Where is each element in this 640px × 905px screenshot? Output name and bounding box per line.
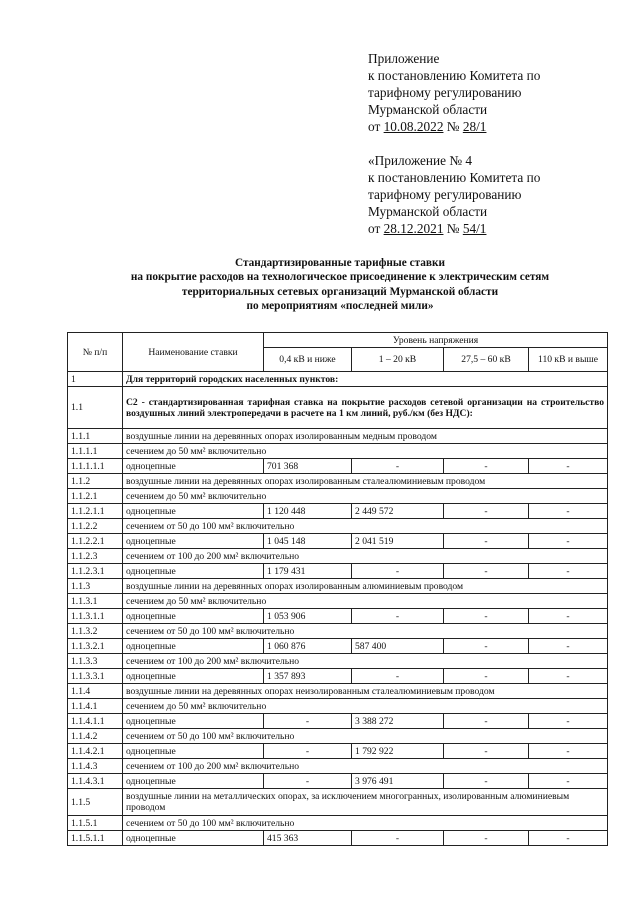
- header-line: «Приложение № 4: [368, 153, 472, 168]
- table-row: [68, 519, 608, 534]
- row-number: 1.1.4.2: [68, 729, 123, 744]
- resolution-date: 28.12.2021: [383, 221, 444, 236]
- document-title: [60, 256, 620, 313]
- header-num: № п/п: [68, 333, 123, 372]
- rate-value: -: [444, 534, 529, 549]
- table-row: [68, 789, 608, 816]
- table-row: [68, 699, 608, 714]
- table-row: [68, 654, 608, 669]
- row-label: одноцепные: [123, 504, 264, 519]
- row-label: сечением от 100 до 200 мм² включительно: [123, 654, 608, 669]
- table-row: [68, 759, 608, 774]
- row-number: 1.1.3: [68, 579, 123, 594]
- table-row: [68, 594, 608, 609]
- rate-value: -: [529, 459, 608, 474]
- header-name: Наименование ставки: [123, 333, 264, 372]
- row-number: 1.1.4.3.1: [68, 774, 123, 789]
- row-label: воздушные линии на деревянных опорах изолированным алюминиевым проводом: [123, 579, 608, 594]
- table-row: [68, 387, 608, 429]
- row-number: 1.1.2.1: [68, 489, 123, 504]
- header-line: тарифному регулированию: [368, 187, 522, 202]
- number-prefix: №: [446, 119, 460, 134]
- row-number: 1.1.4.1: [68, 699, 123, 714]
- row-label: одноцепные: [123, 534, 264, 549]
- row-number: 1.1.2: [68, 474, 123, 489]
- rate-value: -: [529, 774, 608, 789]
- table-row: [68, 489, 608, 504]
- table-row: [68, 669, 608, 684]
- rate-value: -: [264, 744, 352, 759]
- rate-value: -: [529, 609, 608, 624]
- row-number: 1.1.1: [68, 429, 123, 444]
- table-row: [68, 534, 608, 549]
- rate-value: -: [444, 564, 529, 579]
- table-row: [68, 549, 608, 564]
- rate-value: 1 045 148: [264, 534, 352, 549]
- rate-value: 3 388 272: [352, 714, 444, 729]
- resolution-number: 28/1: [462, 119, 487, 134]
- header-line: Мурманской области: [368, 204, 488, 219]
- row-label: одноцепные: [123, 831, 264, 846]
- row-number: 1.1.4.1.1: [68, 714, 123, 729]
- header-line: тарифному регулированию: [368, 85, 522, 100]
- rate-value: -: [529, 744, 608, 759]
- date-prefix: от: [368, 221, 381, 236]
- table-row: [68, 639, 608, 654]
- row-label: одноцепные: [123, 639, 264, 654]
- rate-value: 2 449 572: [352, 504, 444, 519]
- row-number: 1.1.3.1: [68, 594, 123, 609]
- header-date-line: [368, 220, 618, 237]
- rate-value: 1 060 876: [264, 639, 352, 654]
- row-number: 1.1.4.2.1: [68, 744, 123, 759]
- rate-value: -: [529, 669, 608, 684]
- table-row: [68, 372, 608, 387]
- row-label: одноцепные: [123, 609, 264, 624]
- table-row: [68, 504, 608, 519]
- row-label: одноцепные: [123, 774, 264, 789]
- row-label: сечением от 50 до 100 мм² включительно: [123, 816, 608, 831]
- table-row: [68, 831, 608, 846]
- table-row: [68, 816, 608, 831]
- row-number: 1.1.3.2.1: [68, 639, 123, 654]
- rate-value: -: [444, 831, 529, 846]
- table-body: [68, 372, 608, 846]
- header-v4: 110 кВ и выше: [529, 348, 608, 372]
- row-number: 1.1.4: [68, 684, 123, 699]
- rate-value: -: [352, 831, 444, 846]
- rate-value: 1 792 922: [352, 744, 444, 759]
- row-number: 1.1.3.3: [68, 654, 123, 669]
- row-number: 1.1.4.3: [68, 759, 123, 774]
- rate-value: 1 053 906: [264, 609, 352, 624]
- row-label: одноцепные: [123, 714, 264, 729]
- table-row: [68, 444, 608, 459]
- row-number: 1.1.2.2.1: [68, 534, 123, 549]
- resolution-number: 54/1: [462, 221, 487, 236]
- header-line: Приложение: [368, 51, 440, 66]
- row-label: воздушные линии на металлических опорах, за исключением многогранных, изолированным алюминиевым проводом: [123, 789, 608, 816]
- rate-value: 1 120 448: [264, 504, 352, 519]
- rate-value: -: [352, 564, 444, 579]
- rate-value: -: [352, 459, 444, 474]
- row-label: сечением до 50 мм² включительно: [123, 444, 608, 459]
- table-row: [68, 609, 608, 624]
- row-label: сечением от 50 до 100 мм² включительно: [123, 624, 608, 639]
- rate-value: -: [444, 609, 529, 624]
- row-label: одноцепные: [123, 564, 264, 579]
- row-label: сечением от 50 до 100 мм² включительно: [123, 519, 608, 534]
- header-line: Мурманской области: [368, 102, 488, 117]
- appendix4-header: [368, 152, 618, 237]
- row-label: воздушные линии на деревянных опорах изолированным медным проводом: [123, 429, 608, 444]
- row-number: 1.1.2.1.1: [68, 504, 123, 519]
- row-number: 1.1.5.1: [68, 816, 123, 831]
- title-line: территориальных сетевых организаций Мурманской области: [181, 285, 499, 298]
- table-row: [68, 624, 608, 639]
- header-v1: 0,4 кВ и ниже: [264, 348, 352, 372]
- rate-value: -: [264, 714, 352, 729]
- row-number: 1.1.2.3.1: [68, 564, 123, 579]
- rate-value: -: [444, 669, 529, 684]
- table-row: [68, 744, 608, 759]
- rate-value: 2 041 519: [352, 534, 444, 549]
- rate-value: -: [529, 504, 608, 519]
- row-label: Для территорий городских населенных пунктов:: [123, 372, 608, 387]
- table-row: [68, 459, 608, 474]
- table-row: [68, 579, 608, 594]
- row-number: 1.1.3.2: [68, 624, 123, 639]
- date-prefix: от: [368, 119, 381, 134]
- rate-value: -: [529, 534, 608, 549]
- row-label: сечением от 100 до 200 мм² включительно: [123, 549, 608, 564]
- table-row: [68, 729, 608, 744]
- row-label: сечением до 50 мм² включительно: [123, 489, 608, 504]
- title-line: Стандартизированные тарифные ставки: [234, 257, 446, 269]
- table-row: [68, 714, 608, 729]
- row-number: 1.1: [68, 387, 123, 429]
- rate-value: -: [264, 774, 352, 789]
- row-number: 1.1.5: [68, 789, 123, 816]
- rate-value: -: [444, 459, 529, 474]
- row-number: 1.1.3.3.1: [68, 669, 123, 684]
- rate-value: -: [352, 669, 444, 684]
- rate-value: -: [529, 831, 608, 846]
- rate-value: 1 179 431: [264, 564, 352, 579]
- table-row: [68, 429, 608, 444]
- header-date-line: [368, 118, 618, 135]
- row-label: С2 - стандартизированная тарифная ставка на покрытие расходов сетевой организации на строительство воздушных линий электропередачи в расчете на 1 км линий, руб./км (без НДС):: [123, 387, 608, 429]
- number-prefix: №: [446, 221, 460, 236]
- rate-value: 3 976 491: [352, 774, 444, 789]
- row-label: одноцепные: [123, 669, 264, 684]
- row-number: 1.1.5.1.1: [68, 831, 123, 846]
- row-number: 1: [68, 372, 123, 387]
- rate-value: -: [444, 774, 529, 789]
- row-number: 1.1.2.3: [68, 549, 123, 564]
- rate-value: 1 357 893: [264, 669, 352, 684]
- row-number: 1.1.2.2: [68, 519, 123, 534]
- rate-value: -: [444, 714, 529, 729]
- rate-value: -: [529, 564, 608, 579]
- appendix-header: [368, 50, 618, 135]
- row-label: воздушные линии на деревянных опорах неизолированным сталеалюминиевым проводом: [123, 684, 608, 699]
- resolution-date: 10.08.2022: [383, 119, 444, 134]
- table-row: [68, 774, 608, 789]
- table-row: [68, 564, 608, 579]
- row-number: 1.1.3.1.1: [68, 609, 123, 624]
- row-label: сечением от 100 до 200 мм² включительно: [123, 759, 608, 774]
- row-label: сечением до 50 мм² включительно: [123, 594, 608, 609]
- rate-value: 587 400: [352, 639, 444, 654]
- rate-value: -: [444, 639, 529, 654]
- rate-value: -: [444, 744, 529, 759]
- rate-value: -: [529, 639, 608, 654]
- row-number: 1.1.1.1.1: [68, 459, 123, 474]
- header-line: к постановлению Комитета по: [368, 68, 541, 83]
- header-voltage: Уровень напряжения: [264, 333, 608, 348]
- rate-value: -: [529, 714, 608, 729]
- rate-value: 415 363: [264, 831, 352, 846]
- table-row: [68, 474, 608, 489]
- rate-value: -: [352, 609, 444, 624]
- rate-value: 701 368: [264, 459, 352, 474]
- header-v3: 27,5 – 60 кВ: [444, 348, 529, 372]
- table-row: [68, 684, 608, 699]
- header-v2: 1 – 20 кВ: [352, 348, 444, 372]
- tariff-table: [67, 332, 608, 846]
- title-line: на покрытие расходов на технологическое присоединение к электрическим сетям: [130, 271, 550, 284]
- rate-value: -: [444, 504, 529, 519]
- row-label: воздушные линии на деревянных опорах изолированным сталеалюминиевым проводом: [123, 474, 608, 489]
- row-label: сечением до 50 мм² включительно: [123, 699, 608, 714]
- title-line: по мероприятиям «последней мили»: [246, 299, 434, 312]
- row-label: одноцепные: [123, 459, 264, 474]
- row-number: 1.1.1.1: [68, 444, 123, 459]
- row-label: одноцепные: [123, 744, 264, 759]
- row-label: сечением от 50 до 100 мм² включительно: [123, 729, 608, 744]
- header-line: к постановлению Комитета по: [368, 170, 541, 185]
